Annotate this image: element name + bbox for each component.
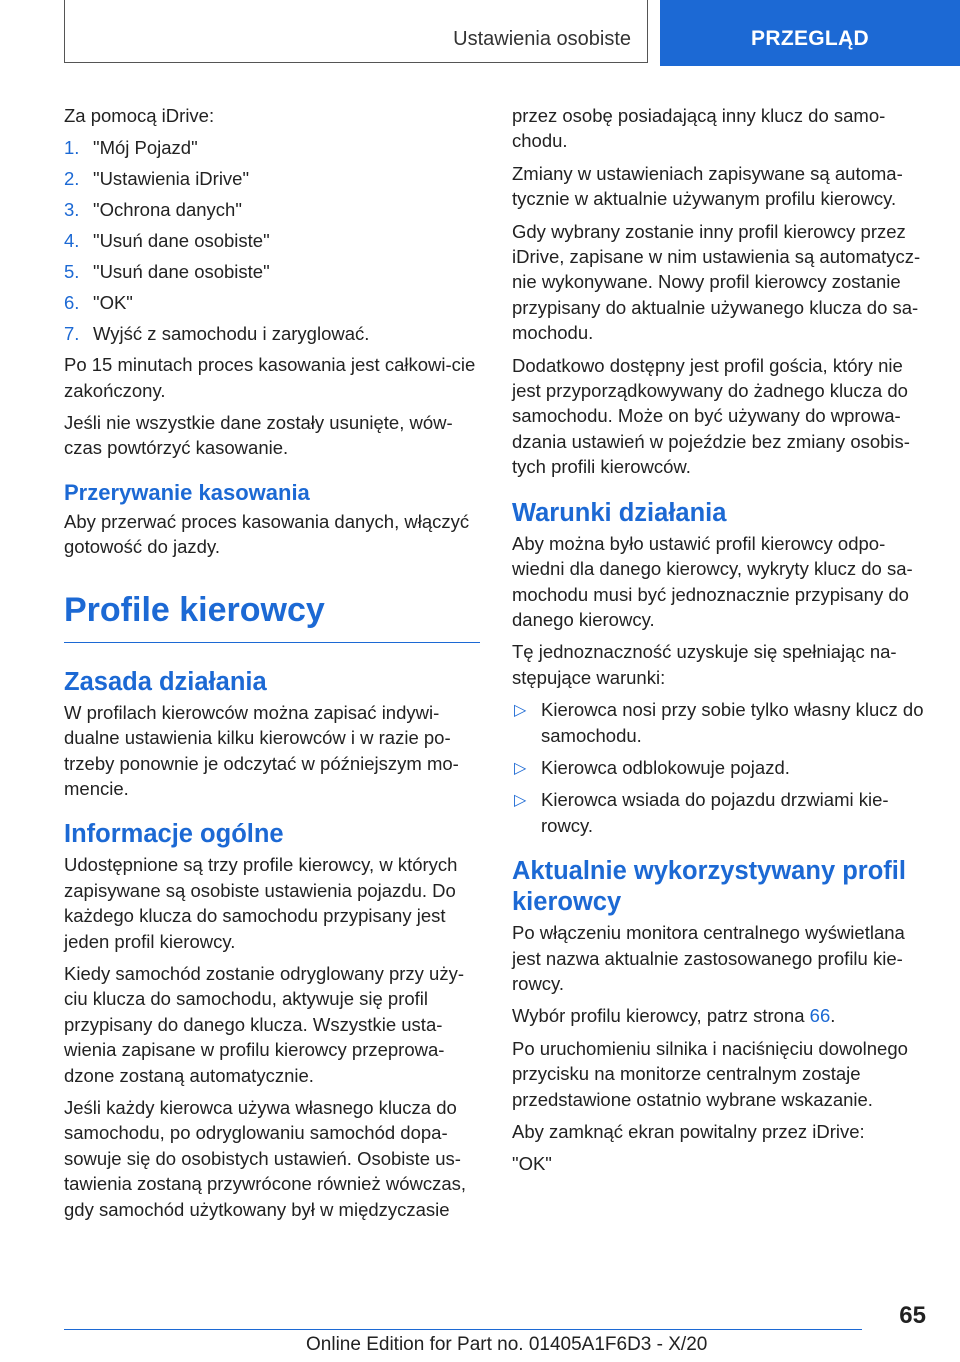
- list-item-text: Kierowca wsiada do pojazdu drzwiami kie‐rowcy.: [541, 789, 889, 836]
- heading-current-profile: Aktualnie wykorzystywany profil kierowcy: [512, 857, 906, 917]
- paragraph: Dodatkowo dostępny jest profil gościa, który nie jest przyporządkowywany do żadnego klucza do samochodu. Może on być używany do wprowa‐dzania ustawień w pojeździe bez zmiany osobis‐tych profili kierowców.: [512, 354, 910, 478]
- list-item: [512, 787, 926, 838]
- step-number: 5.: [64, 261, 80, 283]
- step-item: [64, 290, 480, 315]
- paragraph: Aby można było ustawić profil kierowcy odpo‐wiedni dla danego kierowcy, wykryty klucz do sa‐mochodu musi być jednoznacznie przypisany do danego kierowcy.: [512, 532, 913, 630]
- triangle-bullet-icon: ▷: [514, 792, 527, 810]
- list-item: [512, 755, 926, 780]
- step-number: 4.: [64, 230, 80, 252]
- paragraph: W profilach kierowców można zapisać indywi‐dualne ustawienia kilku kierowców i w razie po‐trzeby ponownie je odczytać w późniejszym mo‐mencie.: [64, 701, 459, 799]
- paragraph: Udostępnione są trzy profile kierowcy, w których zapisywane są osobiste ustawienia pojazdu. Do każdego klucza do samochodu przypisany jest jeden profil kierowcy.: [64, 854, 458, 952]
- paragraph: [512, 1003, 926, 1028]
- step-text: "Mój Pojazd": [93, 137, 198, 159]
- paragraph: Zmiany w ustawieniach zapisywane są automa‐tycznie w aktualnie używanym profilu kierowcy.: [512, 162, 903, 210]
- header-tab-label: PRZEGLĄD: [751, 27, 869, 50]
- step-text: "Usuń dane osobiste": [93, 230, 270, 252]
- step-item: [64, 321, 480, 346]
- paragraph: Aby zamknąć ekran powitalny przez iDrive:: [512, 1121, 865, 1142]
- step-number: 1.: [64, 137, 80, 159]
- step-item: [64, 197, 480, 222]
- page-number: 65: [899, 1302, 926, 1329]
- header-tab-overview[interactable]: [660, 0, 960, 66]
- step-text: "Ochrona danych": [93, 199, 242, 221]
- page-reference-link[interactable]: 66: [809, 1005, 831, 1027]
- footer-divider: [64, 1329, 862, 1330]
- heading-conditions: Warunki działania: [512, 498, 727, 527]
- step-item: [64, 259, 480, 284]
- step-item: [64, 166, 480, 191]
- heading-principle: Zasada działania: [64, 667, 267, 696]
- step-text: "OK": [93, 291, 133, 313]
- paragraph: Aby przerwać proces kasowania danych, włączyć gotowość do jazdy.: [64, 510, 470, 558]
- paragraph: Tę jednoznaczność uzyskuje się spełniając na‐stępujące warunki:: [512, 641, 897, 688]
- text-segment: Wybór profilu kierowcy, patrz strona: [512, 1005, 810, 1027]
- intro-text: Za pomocą iDrive:: [64, 105, 215, 126]
- paragraph: Po uruchomieniu silnika i naciśnięciu dowolnego przycisku na monitorze centralnym zostaje przedstawione ostatnio wybrane wskazanie.: [512, 1037, 908, 1110]
- step-item: [64, 228, 480, 253]
- triangle-bullet-icon: ▷: [514, 702, 527, 720]
- chapter-title: Profile kierowcy: [64, 590, 480, 643]
- step-number: 2.: [64, 168, 80, 190]
- step-number: 7.: [64, 322, 80, 344]
- paragraph: przez osobę posiadającą inny klucz do samo‐chodu.: [512, 105, 886, 152]
- header-section-title: Ustawienia osobiste: [453, 28, 631, 50]
- conditions-list: [512, 697, 926, 838]
- step-text: "Usuń dane osobiste": [93, 261, 270, 283]
- paragraph: Po włączeniu monitora centralnego wyświetlana jest nazwa aktualnie zastosowanego profilu kie‐rowcy.: [512, 922, 905, 994]
- step-item: [64, 135, 480, 160]
- paragraph: Po 15 minutach proces kasowania jest całkowi‐cie zakończony.: [64, 354, 476, 401]
- text-segment: .: [830, 1005, 836, 1027]
- steps-list: [64, 135, 480, 346]
- heading-interrupt-deletion: Przerywanie kasowania: [64, 479, 310, 505]
- list-item-text: Kierowca odblokowuje pojazd.: [541, 756, 790, 778]
- triangle-bullet-icon: ▷: [514, 759, 527, 777]
- right-column: [512, 103, 926, 1184]
- list-item-text: Kierowca nosi przy sobie tylko własny klucz do samochodu.: [541, 699, 924, 746]
- header-box: [64, 0, 648, 63]
- heading-general-info: Informacje ogólne: [64, 820, 284, 849]
- paragraph: "OK": [512, 1153, 552, 1175]
- step-text: "Ustawienia iDrive": [93, 168, 250, 190]
- step-text: Wyjść z samochodu i zaryglować.: [93, 322, 370, 344]
- step-number: 3.: [64, 199, 80, 221]
- step-number: 6.: [64, 291, 80, 313]
- list-item: [512, 697, 926, 748]
- paragraph: Kiedy samochód zostanie odryglowany przy uży‐ciu klucza do samochodu, aktywuje się profil przypisany do danego klucza. Wszystkie usta‐wienia zapisane w profilu kierowcy przeprowa‐dzone zostaną automatycznie.: [64, 962, 464, 1086]
- paragraph: Jeśli każdy kierowca używa własnego klucza do samochodu, po odryglowaniu samochód dopa‐sowuje się do osobistych ustawień. Osobiste us‐tawienia zostaną przywrócone również wówczas, gdy samochód użytkowany był w międzyczasie: [64, 1096, 467, 1220]
- footer-edition: Online Edition for Part no. 01405A1F6D3 - X/20: [306, 1334, 708, 1355]
- paragraph: Jeśli nie wszystkie dane zostały usunięte, wów‐czas powtórzyć kasowanie.: [64, 412, 453, 459]
- paragraph: Gdy wybrany zostanie inny profil kierowcy przez iDrive, zapisane w nim ustawienia są automatycz‐nie wykonywane. Nowy profil kierowcy zostanie przypisany do aktualnie używanego klucza do sa‐mochodu.: [512, 220, 921, 344]
- left-column: [64, 103, 480, 1229]
